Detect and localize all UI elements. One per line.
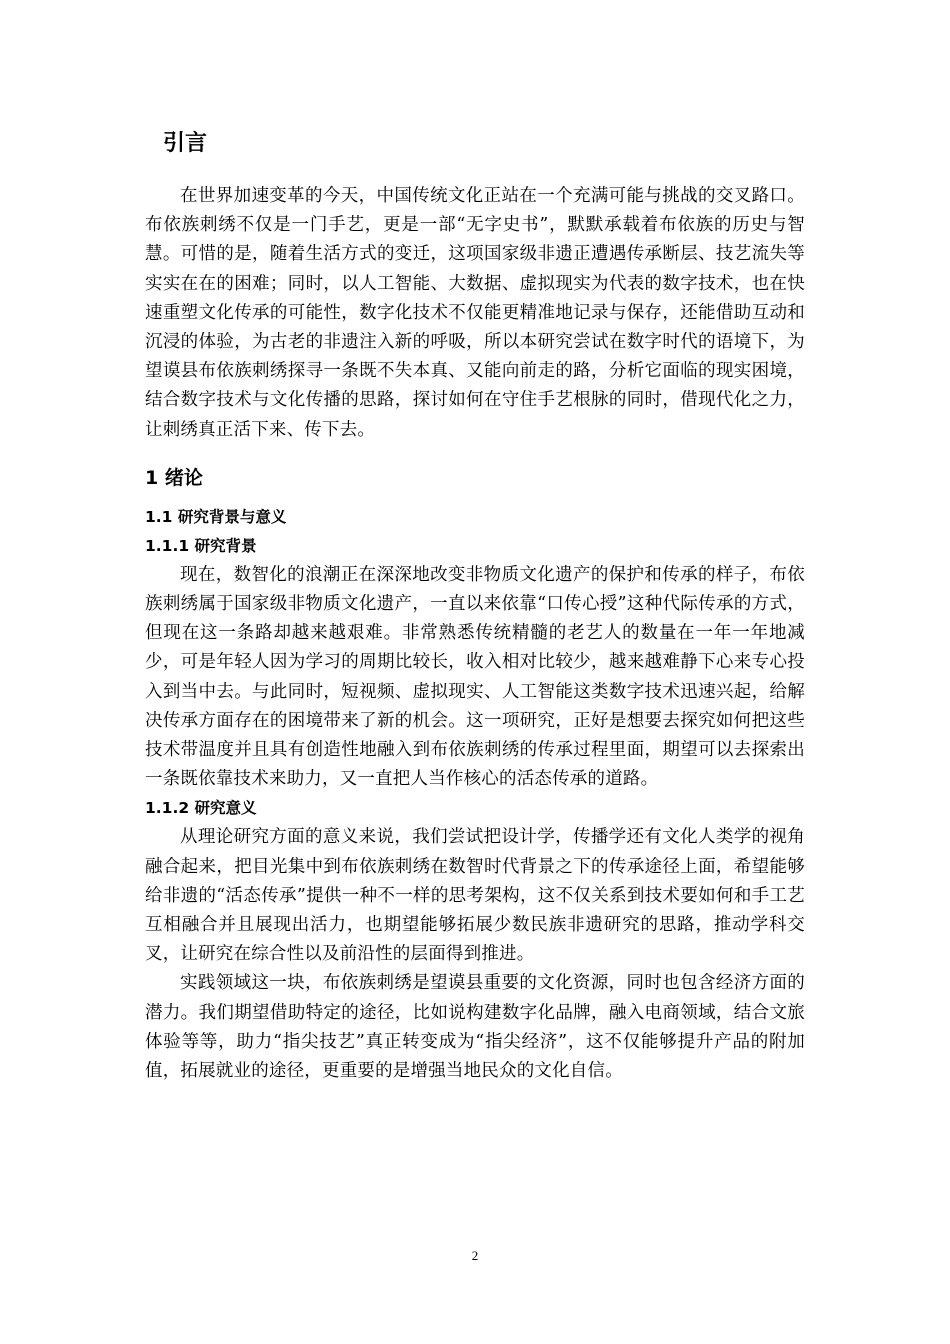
section-1-1-1-heading: 1.1.1 研究背景 (145, 536, 257, 555)
chapter-1-heading: 1 绪论 (145, 466, 203, 489)
intro-heading: 引言 (163, 131, 208, 156)
section-1-1-heading: 1.1 研究背景与意义 (145, 507, 287, 526)
page-content (145, 120, 805, 1086)
research-background-paragraph: 现在，数智化的浪潮正在深深地改变非物质文化遗产的保护和传承的样子，布依族刺绣属于国家级非物质文化遗产，一直以来依靠“口传心授”这种代际传承的方式，但现在这一条路却越来越艰难。非常熟悉传统精髓的老艺人的数量在一年一年地减少，可是年轻人因为学习的周期比较长，收入相对比较少，越来越难静下心来专心投入到当中去。与此同时，短视频、虚拟现实、人工智能这类数字技术迅速兴起，给解决传承方面存在的困境带来了新的机会。这一项研究，正好是想要去探究如何把这些技术带温度并且具有创造性地融入到布依族刺绣的传承过程里面，期望可以去探索出一条既依靠技术来助力，又一直把人当作核心的活态传承的道路。 (145, 564, 805, 790)
intro-paragraph: 在世界加速变革的今天，中国传统文化正站在一个充满可能与挑战的交叉路口。布依族刺绣不仅是一门手艺，更是一部“无字史书”，默默承载着布依族的历史与智慧。可惜的是，随着生活方式的变迁，这项国家级非遗正遭遇传承断层、技艺流失等实实在在的困难；同时，以人工智能、大数据、虚拟现实为代表的数字技术，也在快速重塑文化传承的可能性，数字化技术不仅能更精准地记录与保存，还能借助互动和沉浸的体验，为古老的非遗注入新的呼吸，所以本研究尝试在数字时代的语境下，为望谟县布依族刺绣探寻一条既不失本真、又能向前走的路，分析它面临的现实困境，结合数字技术与文化传播的思路，探讨如何在守住手艺根脉的同时，借现代化之力，让刺绣真正活下来、传下去。 (145, 186, 805, 440)
section-1-1-2-heading: 1.1.2 研究意义 (145, 799, 257, 818)
research-significance-paragraph-2: 实践领域这一块，布依族刺绣是望谟县重要的文化资源，同时也包含经济方面的潜力。我们期望借助特定的途径，比如说构建数字化品牌，融入电商领域，结合文旅体验等等，助力“指尖技艺”真正转变成为“指尖经济”，这不仅能够提升产品的附加值，拓展就业的途径，更重要的是增强当地民众的文化自信。 (145, 973, 805, 1082)
page-number: 2 (471, 1248, 479, 1263)
research-significance-paragraph-1: 从理论研究方面的意义来说，我们尝试把设计学，传播学还有文化人类学的视角融合起来，把目光集中到布依族刺绣在数智时代背景之下的传承途径上面，希望能够给非遗的“活态传承”提供一种不一样的思考架构，这不仅关系到技术要如何和手工艺互相融合并且展现出活力，也期望能够拓展少数民族非遗研究的思路，推动学科交叉，让研究在综合性以及前沿性的层面得到推进。 (145, 827, 805, 965)
